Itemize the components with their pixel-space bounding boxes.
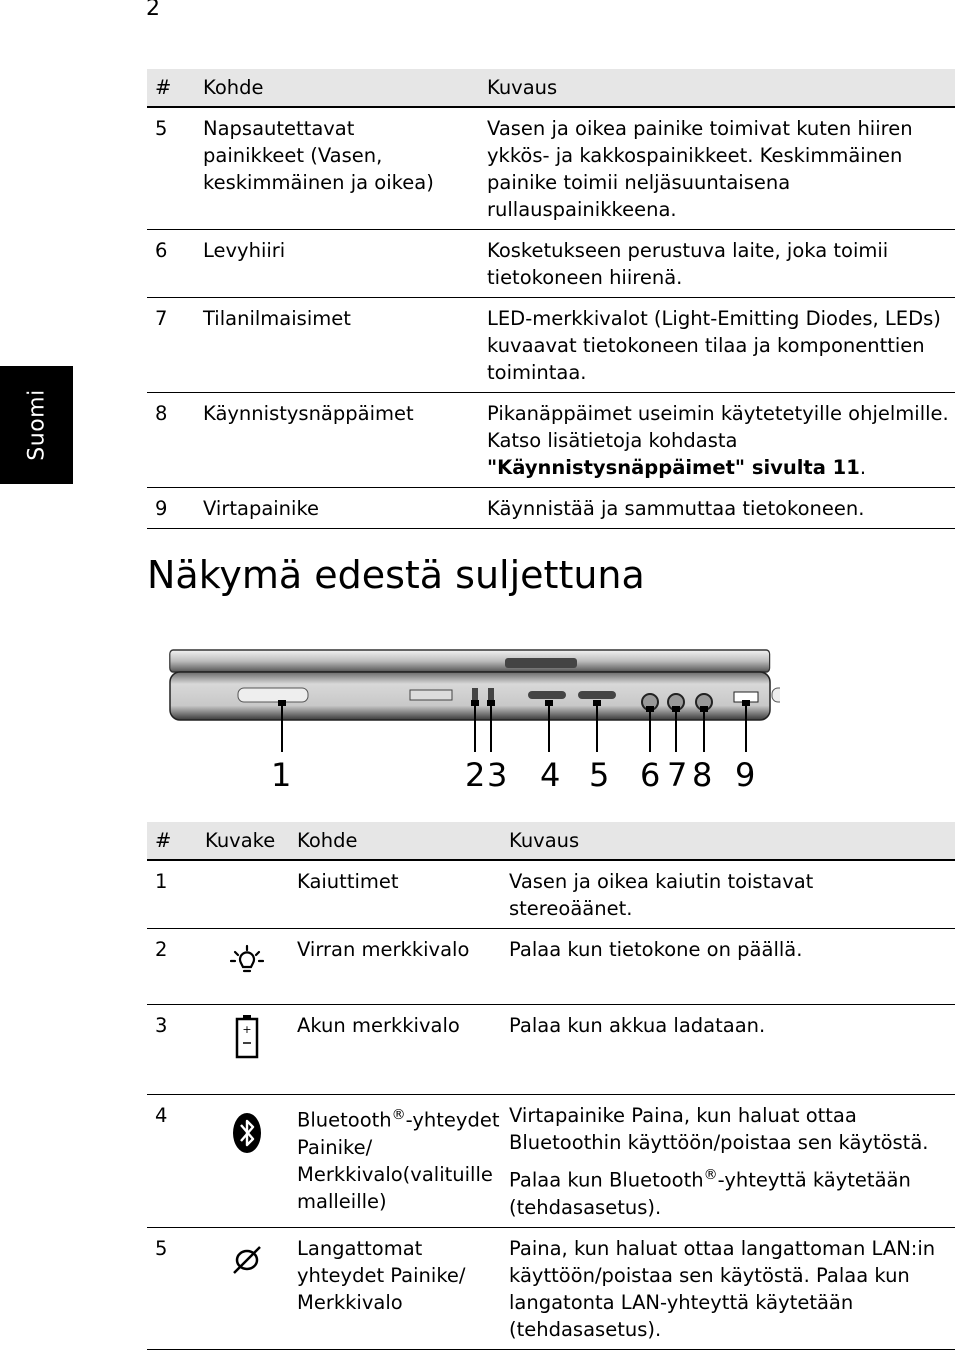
col-header-desc: Kuvaus (501, 822, 955, 860)
row-num: 1 (147, 860, 197, 929)
row-icon (197, 1227, 289, 1349)
row-num: 7 (147, 298, 195, 393)
callout-5: 5 (589, 756, 610, 794)
row-desc: Palaa kun tietokone on päällä. (501, 929, 955, 1005)
side-language-tab (0, 366, 73, 484)
row-icon (197, 1005, 289, 1095)
row-desc (479, 393, 955, 488)
laptop-front-illustration (160, 640, 780, 760)
row-desc: Käynnistää ja sammuttaa tietokoneen. (479, 488, 955, 529)
callout-1: 1 (271, 756, 292, 794)
row-icon (197, 929, 289, 1005)
table-row (147, 1095, 955, 1228)
col-header-desc: Kuvaus (479, 69, 955, 107)
table-row (147, 107, 955, 230)
wireless-icon (230, 1243, 264, 1277)
table-header-row (147, 69, 955, 107)
row-desc: Vasen ja oikea kaiutin toistavat stereoäänet. (501, 860, 955, 929)
table-row (147, 1005, 955, 1095)
col-header-num: # (147, 69, 195, 107)
registered-mark: ® (703, 1167, 718, 1183)
row-item: Käynnistysnäppäimet (195, 393, 479, 488)
row-desc: Palaa kun akkua ladataan. (501, 1005, 955, 1095)
row-item: Virran merkkivalo (289, 929, 501, 1005)
row-num: 4 (147, 1095, 197, 1228)
desc-text: Pikanäppäimet useimin käytetetyille ohjelmille. Katso lisätietoja kohdasta (487, 402, 949, 452)
row-item: Kaiuttimet (289, 860, 501, 929)
table-row (147, 393, 955, 488)
row-item: Levyhiiri (195, 230, 479, 298)
features-table (147, 69, 955, 529)
callout-9: 9 (735, 756, 756, 794)
col-header-item: Kohde (195, 69, 479, 107)
table-header-row (147, 822, 955, 860)
col-header-icon: Kuvake (197, 822, 289, 860)
left-speaker-grille (238, 688, 308, 702)
table-row (147, 1227, 955, 1349)
row-num: 2 (147, 929, 197, 1005)
row-num: 5 (147, 1227, 197, 1349)
callout-2: 2 (465, 756, 486, 794)
row-item (289, 1095, 501, 1228)
table-row (147, 298, 955, 393)
row-desc: Paina, kun haluat ottaa langattoman LAN:in käyttöön/poistaa sen käytöstä. Palaa kun langatonta LAN-yhteyttä käytetään (tehdasasetus). (501, 1227, 955, 1349)
row-num: 6 (147, 230, 195, 298)
table-row (147, 488, 955, 529)
row-num: 5 (147, 107, 195, 230)
desc2-text: Palaa kun Bluetooth (509, 1168, 704, 1192)
callout-4: 4 (540, 756, 561, 794)
table-row (147, 929, 955, 1005)
side-tab-label: Suomi (24, 389, 49, 461)
battery-icon (235, 1014, 259, 1060)
item-text: Bluetooth (297, 1108, 392, 1132)
table-row (147, 860, 955, 929)
row-item: Tilanilmaisimet (195, 298, 479, 393)
page-number: 2 (146, 0, 160, 21)
callout-3: 3 (487, 756, 508, 794)
cross-reference-link[interactable]: "Käynnistysnäppäimet" sivulta 11 (487, 456, 860, 479)
row-icon (197, 860, 289, 929)
power-light-icon (230, 944, 264, 978)
right-speaker-grille (772, 688, 780, 702)
table-row (147, 230, 955, 298)
callout-8: 8 (692, 756, 713, 794)
desc2-text-end: -yhteyttä käytetään (tehdasasetus). (509, 1168, 911, 1219)
row-num: 8 (147, 393, 195, 488)
desc-line-2 (509, 1162, 955, 1221)
desc-line-1: Virtapainike Paina, kun haluat ottaa Bluetoothin käyttöön/poistaa sen käytöstä. (509, 1104, 929, 1154)
row-desc (501, 1095, 955, 1228)
row-desc: Kosketukseen perustuva laite, joka toimii tietokoneen hiirenä. (479, 230, 955, 298)
front-view-table (147, 822, 955, 1350)
row-item: Langattomat yhteydet Painike/ Merkkivalo (289, 1227, 501, 1349)
svg-text:+: + (242, 1023, 252, 1036)
section-title: Näkymä edestä suljettuna (147, 553, 645, 597)
row-desc: LED-merkkivalot (Light-Emitting Diodes, LEDs) kuvaavat tietokoneen tilaa ja komponenttien toimintaa. (479, 298, 955, 393)
registered-mark: ® (391, 1107, 406, 1123)
row-item: Napsautettavat painikkeet (Vasen, keskimmäinen ja oikea) (195, 107, 479, 230)
row-num: 9 (147, 488, 195, 529)
row-desc: Vasen ja oikea painike toimivat kuten hiiren ykkös- ja kakkospainikkeet. Keskimmäinen painike toimii neljäsuuntaisena rullauspainikkeena. (479, 107, 955, 230)
row-item: Akun merkkivalo (289, 1005, 501, 1095)
row-icon (197, 1095, 289, 1228)
item-text-end: -yhteydet Painike/ Merkkivalo(valituille malleille) (297, 1108, 500, 1213)
callout-7: 7 (667, 756, 688, 794)
callout-6: 6 (640, 756, 661, 794)
col-header-num: # (147, 822, 197, 860)
row-num: 3 (147, 1005, 197, 1095)
desc-text-end: . (859, 456, 867, 479)
col-header-item: Kohde (289, 822, 501, 860)
bluetooth-icon (232, 1112, 262, 1154)
row-item: Virtapainike (195, 488, 479, 529)
